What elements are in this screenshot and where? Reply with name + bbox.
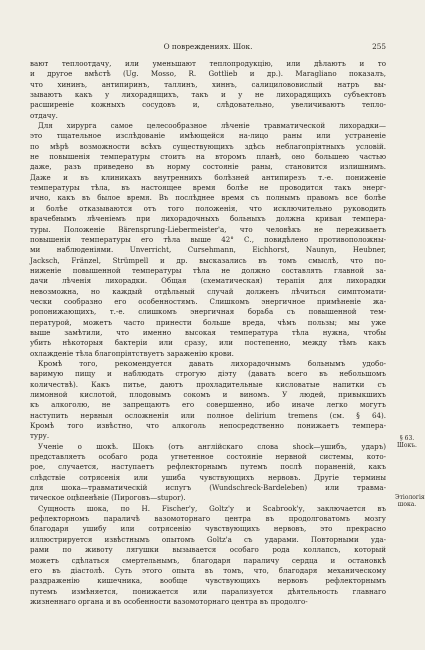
page-body	[30, 59, 386, 607]
text-line: убить нѣкоторыя бактеріи или сразу, или постепенно, между тѣмъ какъ	[30, 338, 386, 348]
text-line: даже, разъ приведено въ норму состояніе раны, становится излишнимъ.	[30, 162, 386, 172]
text-line: температуры тѣла, въ настоящее время болѣе не проводится такъ энерг-	[30, 183, 386, 193]
text-line: пературой, можетъ часто принести больше вреда, чѣмъ пользы; мы уже	[30, 317, 386, 327]
text-line: для шока—травматическій испугъ (Wundschreck-Bardeleben) или травма-	[30, 483, 386, 493]
paragraph	[30, 121, 386, 359]
text-line: повышенія температуры его тѣла выше 42° С., повидѣлено противоположны-	[30, 234, 386, 244]
text-line: иллюстрируется извѣстнымъ опытомъ Goltz'а съ ударами. Повторными уда-	[30, 534, 386, 544]
text-line: туру.	[30, 431, 50, 441]
text-line: Сущность шока, по H. Fischer'у, Goltz'у и Scabrook'у, заключается въ	[38, 503, 386, 513]
text-line: ично, какъ въ былое время. Въ послѣднее время съ полнымъ правомъ все болѣе	[30, 193, 386, 203]
text-line: не повышенія температуры стоитъ на второмъ планѣ, оно большею частью	[30, 152, 386, 162]
margin-note-line: шока.	[397, 501, 417, 508]
running-title: О повреждениях. Шок.	[163, 42, 253, 51]
text-line: отдачу.	[30, 110, 58, 120]
text-line: раздраженію кишечника, вообще чувствующихъ нервовъ рефлекторнымъ	[30, 576, 386, 586]
text-line: можетъ сдѣлаться смертельнымъ, благодаря параличу сердца и остановкѣ	[30, 555, 386, 565]
text-line: расширеніе кожныхъ сосудовъ и, слѣдовательно, увеличиваютъ тепло-	[30, 100, 386, 110]
text-line: ропонижающихъ, т.-е. слишкомъ энергичная борьба съ повышенной тем-	[30, 307, 386, 317]
text-line: Кромѣ того, рекомендуется давать лихорадочнымъ больнымъ удобо-	[38, 358, 386, 368]
text-line: зываютъ какъ у лихорадящихъ, такъ и у не лихорадящихъ субъектовъ	[30, 90, 386, 100]
text-line: его въ діастолѣ. Суть этого опыта въ томъ, что, благодаря механическому	[30, 565, 386, 575]
margin-note-line: Шокъ.	[397, 442, 417, 449]
text-line: жизненнаго органа и въ особенности вазомоторнаго центра въ продолго-	[30, 596, 308, 606]
text-line: врачебнымъ лѣченіемъ при лихорадочныхъ больныхъ должна кривая темпера-	[30, 214, 386, 224]
text-line: благодаря ушибу или сотрясенію чувствующихъ нервовъ, это прекрасно	[30, 524, 386, 534]
text-line: охлажденіе тѣла благопріятствуетъ зараженію крови.	[30, 348, 234, 358]
margin-note-line: § 63.	[399, 435, 415, 442]
text-line: по мѣрѣ возможности всѣхъ существующихъ здѣсь неблагопріятныхъ условій.	[30, 141, 386, 151]
text-line: Для хирурга самое целесообразное лѣченіе травматической лихорадки—	[38, 121, 386, 131]
text-line: варимую пищу и наблюдать строгую діэту (давать всего въ небольшомъ	[30, 369, 386, 379]
text-line: тическое оцѣпенѣніе (Пироговъ—stupor).	[30, 493, 186, 503]
text-line: что хининъ, антипиринъ, таллинъ, хиннъ, салицилововислый натръ вы-	[30, 79, 386, 89]
text-line: выше замѣтили, что именно высокая температура тѣла нужна, чтобы	[30, 327, 386, 337]
text-line: и другое вмѣстѣ (Ug. Mosso, R. Gottlieb и др.). Maragliano показалъ,	[30, 69, 386, 79]
text-line: Ученіе о шокѣ. Шокъ (отъ англійскаго слова shock—ушибъ, ударъ)	[38, 441, 386, 451]
page-number: 255	[372, 42, 386, 51]
text-line: это тщательное изслѣдованіе имѣющейся на-лицо раны или устраненіе	[30, 131, 386, 141]
text-line: рами по животу лягушки вызывается особаго рода коллапсъ, который	[30, 545, 386, 555]
text-line: рое, случается, наступаетъ рефлекторнымъ путемъ послѣ пораненій, какъ	[30, 462, 386, 472]
text-line: ми наблюденіями. Unverricht, Cursehmann, Eichhorst, Naunyn, Heubner,	[30, 245, 386, 255]
text-line: ниженіе повышенной температуры тѣла не должно составлять главной за-	[30, 265, 386, 275]
text-line: Jacksch, Fränzel, Strümpell и др. высказались въ томъ смыслѣ, что по-	[30, 255, 386, 265]
text-line: Даже и въ клиникахъ внутреннихъ болѣзней антипирезъ т.-е. пониженіе	[30, 172, 386, 182]
text-line: слѣдствіе сотрясенія или ушиба чувствующихъ нервовъ. Другіе термины	[30, 472, 386, 482]
text-line: путемъ измѣняется, понижается или парализуется дѣятельность главнаго	[30, 586, 386, 596]
text-line: наступить нервныя осложненія или полное delirium tremens (см. § 64).	[30, 410, 386, 420]
text-line: вают теплоотдачу, или уменьшают теплопродукцію, или дѣлаютъ и то	[30, 59, 386, 68]
text-line: рефлекторномъ параличѣ вазомоторнаго центра въ продолговатомъ мозгу	[30, 514, 386, 524]
text-line: дачи лѣченія лихорадки. Общая (схематическая) терапія для лихорадки	[30, 276, 386, 286]
text-line: и болѣе отказываются отъ того положенія, что исключительно руководить	[30, 203, 386, 213]
text-line: Кромѣ того извѣстно, что алкоголь непосредственно понижаетъ темпера-	[30, 421, 386, 431]
paragraph	[30, 504, 386, 607]
text-line: представляетъ особаго рода угнетенное состояніе нервной системы, кото-	[30, 452, 386, 462]
paragraph	[30, 359, 386, 442]
text-line: туры. Положеніе Bärensprung-Liebermeister'а, что человѣкъ не переживаетъ	[30, 224, 386, 234]
text-line: чески сообразно его особенностямъ. Слишкомъ энергичное примѣненіе жа-	[30, 296, 386, 306]
text-line: количествѣ). Какъ питье, даютъ прохладительные кисловатые напитки съ	[30, 379, 386, 389]
margin-note-line: Этіологія	[395, 494, 425, 501]
margin-note-etiology	[395, 494, 425, 508]
page-header	[30, 41, 386, 53]
paragraph	[30, 59, 386, 121]
text-line: лимонной кислотой, плодовымъ сокомъ и виномъ. У людей, привыкшихъ	[30, 390, 386, 399]
paragraph	[30, 442, 386, 504]
text-line: невозможна, но каждый отдѣльный случай долженъ лѣчиться симптомати-	[30, 286, 386, 296]
margin-note-section-63	[395, 435, 419, 449]
text-line: къ алкоголю, не запрещаютъ его совершенно, ибо иначе легко могутъ	[30, 400, 386, 410]
